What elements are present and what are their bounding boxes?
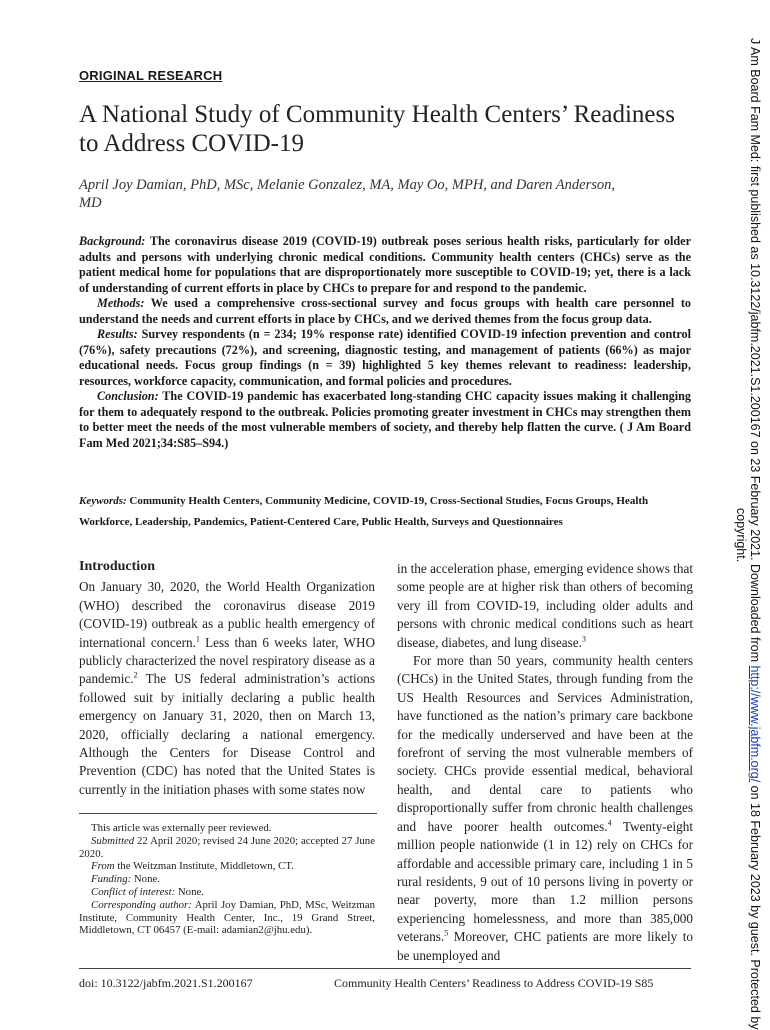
conflict-note	[79, 886, 375, 899]
funding-note	[79, 873, 375, 886]
submission-dates	[79, 835, 375, 861]
reference-1[interactable]: 1	[195, 634, 200, 644]
corr-text: April Joy Damian, PhD, MSc, Weitzman Institute, Community Health Center, Inc., 19 Grand Street, Middletown, CT 06457 (E-mail: adamian2@jhu.edu).	[79, 898, 375, 937]
peer-review-note: This article was externally peer reviewed.	[91, 822, 272, 834]
abstract-conclusion	[79, 389, 691, 451]
side-notice-text: J Am Board Fam Med: first published as 10.3122/jabfm.2021.S1.200167 on 23 February 2021. Downloaded from	[748, 38, 762, 666]
body-column-right	[397, 560, 693, 965]
author-list: April Joy Damian, PhD, MSc, Melanie Gonzalez, MA, May Oo, MPH, and Daren Anderson, MD	[79, 177, 616, 211]
intro-text: Twenty-eight million people nationwide (1 in 12) rely on CHCs for affordable and accessible primary care, including 1 in 5 rural residents, 9 out of 10 persons living in poverty or near poverty, more than 1.2 million persons experiencing homelessness, and more than 385,000 veterans.	[397, 818, 693, 945]
introduction-heading: Introduction	[79, 559, 155, 574]
doi[interactable]: doi: 10.3122/jabfm.2021.S1.200167	[79, 976, 253, 990]
from-label: From	[91, 860, 115, 873]
methods-label: Methods:	[97, 296, 145, 310]
conclusion-label: Conclusion:	[97, 389, 159, 403]
intro-text: Less than 6 weeks later, WHO publicly characterized the novel respiratory disease as a pandemic.	[79, 634, 375, 687]
side-copyright-notice	[734, 38, 762, 1030]
corr-label: Corresponding author:	[91, 898, 192, 911]
affiliation-note	[79, 860, 375, 873]
intro-text: in the acceleration phase, emerging evidence shows that some people are at higher risk than others of becoming very ill from COVID-19, including older adults and persons with chronic medical conditions such as heart disease, diabetes, and lung disease.	[397, 561, 693, 650]
article-footnote	[79, 822, 375, 937]
article-title: A National Study of Community Health Centers’ Readiness to Address COVID-19	[79, 101, 675, 157]
methods-text: We used a comprehensive cross-sectional survey and focus groups with health care personnel to understand the needs and current efforts in place by CHCs, and we derived themes from the focus group data.	[79, 296, 691, 326]
intro-paragraph-2	[397, 652, 693, 965]
results-label: Results:	[97, 327, 138, 341]
corresponding-author-note	[79, 899, 375, 937]
running-head: Community Health Centers’ Readiness to Address COVID-19 S85	[334, 976, 654, 990]
reference-4[interactable]: 4	[607, 818, 612, 828]
funding-label: Funding:	[91, 873, 132, 886]
conflict-text: None.	[175, 885, 204, 898]
from-text: the Weitzman Institute, Middletown, CT.	[114, 860, 294, 873]
results-text: Survey respondents (n = 234; 19% response rate) identified COVID-19 infection prevention and control (76%), safety precautions (72%), and screening, diagnostic testing, and management of patients (66%) as major educational needs. Focus group findings (n = 39) highlighted 5 key themes relevant to readiness: leadership, resources, workforce capacity, communication, and formal policies and procedures.	[79, 327, 691, 388]
abstract-methods	[79, 296, 691, 327]
footnote-divider	[79, 813, 377, 814]
intro-text: The US federal administration’s actions followed suit by initially declaring a public health emergency on January 31, 2020, then on March 13, 2020, officially declaring a national emergency. Although the Centers for Disease Control and Prevention (CDC) has noted that the United States is currently in the initiation phases with some states now	[79, 671, 375, 797]
keywords-label: Keywords:	[79, 495, 127, 507]
intro-text: Moreover, CHC patients are more likely to be unemployed and	[397, 929, 693, 963]
intro-text: On January 30, 2020, the World Health Organization (WHO) described the coronavirus disease 2019 (COVID-19) outbreak as a public health emergency of international concern.	[79, 579, 375, 650]
reference-3[interactable]: 3	[581, 634, 586, 644]
keywords-text: Community Health Centers, Community Medicine, COVID-19, Cross-Sectional Studies, Focus Groups, Health Workforce, Leadership, Pandemics, Patient-Centered Care, Public Health, Surveys and Questionnaires	[79, 495, 649, 528]
background-label: Background:	[79, 234, 146, 248]
intro-text: For more than 50 years, community health centers (CHCs) in the United States, through funding from the US Health Resources and Services Administration, have functioned as the nation’s primary care backbone for the medically underserved and have been at the forefront of serving the most vulnerable members of society. CHCs provide essential medical, behavioral health, and dental care to patients who disproportionally suffer from chronic health challenges and have poorer health outcomes.	[397, 653, 693, 834]
abstract-background	[79, 234, 691, 296]
background-text: The coronavirus disease 2019 (COVID-19) outbreak poses serious health risks, particularly for older adults and persons with underlying chronic medical conditions. Community health centers (CHCs) serve as the patient medical home for populations that are disproportionately more susceptible to COVID-19; yet, there is a lack of understanding of current efforts in place by CHCs to prepare for and respond to the pandemic.	[79, 234, 691, 295]
intro-paragraph-1-cont	[397, 560, 693, 652]
intro-paragraph-1	[79, 578, 375, 799]
footer-divider	[79, 968, 691, 969]
side-notice-line2: copyright.	[734, 508, 748, 563]
abstract-results	[79, 327, 691, 389]
jabfm-link[interactable]: http://www.jabfm.org/	[748, 665, 762, 783]
funding-text: None.	[131, 873, 160, 886]
keywords	[79, 491, 691, 533]
abstract	[79, 234, 691, 451]
conflict-label: Conflict of interest:	[91, 885, 176, 898]
submitted-label: Submitted	[91, 834, 135, 847]
body-column-left	[79, 558, 375, 799]
reference-2[interactable]: 2	[133, 671, 138, 681]
conclusion-text: The COVID-19 pandemic has exacerbated long-standing CHC capacity issues making it challenging for them to adequately respond to the outbreak. Policies promoting greater investment in CHCs may strengthen them to better meet the needs of the most vulnerable members of society, and thereby help flatten the curve. ( J Am Board Fam Med 2021;34:S85–S94.)	[79, 389, 691, 450]
section-label: ORIGINAL RESEARCH	[79, 68, 223, 83]
submitted-text: 22 April 2020; revised 24 June 2020; accepted 27 June 2020.	[79, 834, 375, 860]
side-notice-text: on 18 February 2023 by guest. Protected by	[748, 782, 762, 1030]
reference-5[interactable]: 5	[444, 928, 449, 938]
